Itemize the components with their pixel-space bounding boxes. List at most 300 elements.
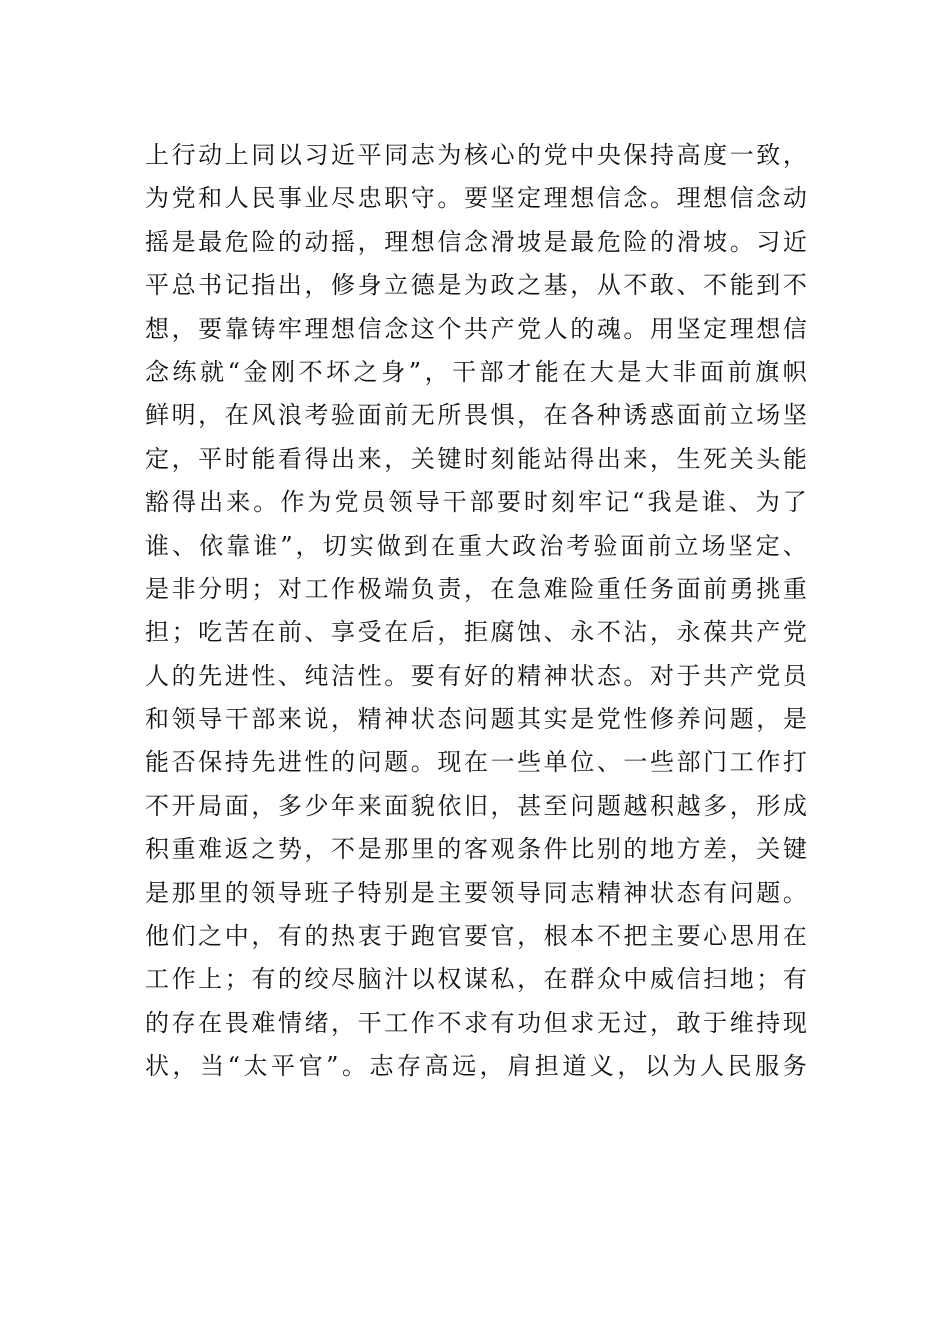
glyph: 务 <box>649 574 674 603</box>
glyph: 坚 <box>728 531 753 560</box>
glyph: 。 <box>623 661 648 690</box>
glyph: 理 <box>384 227 409 256</box>
glyph: 差 <box>703 835 728 864</box>
text-line <box>145 134 807 177</box>
glyph: ， <box>384 444 409 473</box>
glyph: 领 <box>251 878 276 907</box>
glyph: 是 <box>437 271 462 300</box>
glyph: 摇 <box>331 227 356 256</box>
glyph: 腐 <box>490 618 515 647</box>
glyph: 不 <box>145 791 169 820</box>
glyph: 极 <box>357 574 382 603</box>
glyph: 蚀 <box>517 618 542 647</box>
glyph: 题 <box>490 705 515 734</box>
glyph: 后 <box>410 618 435 647</box>
glyph: ， <box>570 271 595 300</box>
glyph: 政 <box>512 531 537 560</box>
glyph: 上 <box>198 965 223 994</box>
glyph: 书 <box>198 271 223 300</box>
glyph: 关 <box>756 835 781 864</box>
glyph: 一 <box>623 748 648 777</box>
glyph: 坡 <box>517 227 542 256</box>
glyph: 观 <box>490 835 515 864</box>
glyph: 有 <box>437 661 462 690</box>
glyph: 官 <box>437 922 462 951</box>
glyph: 念 <box>463 227 488 256</box>
glyph: 谋 <box>463 965 488 994</box>
glyph: 想 <box>331 314 356 343</box>
glyph: 勇 <box>729 574 754 603</box>
glyph: 党 <box>334 488 359 517</box>
glyph: 得 <box>304 444 329 473</box>
glyph: 信 <box>596 184 621 213</box>
glyph: 态 <box>596 661 621 690</box>
glyph: 领 <box>490 878 515 907</box>
glyph: 定 <box>755 531 780 560</box>
glyph: 死 <box>703 444 728 473</box>
glyph: 铸 <box>251 314 276 343</box>
glyph: 键 <box>782 835 807 864</box>
glyph: 义 <box>589 1052 614 1081</box>
glyph: ； <box>171 618 196 647</box>
glyph: 权 <box>437 965 462 994</box>
glyph: 状 <box>145 1052 169 1081</box>
glyph: 滑 <box>676 227 701 256</box>
glyph: 的 <box>490 661 515 690</box>
glyph: 信 <box>782 314 807 343</box>
glyph: 是 <box>145 574 169 603</box>
glyph: 面 <box>357 401 382 430</box>
glyph: 对 <box>277 574 302 603</box>
glyph: ” <box>408 357 422 386</box>
glyph: 明 <box>171 401 196 430</box>
glyph: 维 <box>729 1008 754 1037</box>
glyph: ， <box>517 965 542 994</box>
glyph: ， <box>304 271 329 300</box>
glyph: 能 <box>251 444 276 473</box>
text-line <box>145 264 807 307</box>
glyph: 要 <box>496 488 521 517</box>
glyph: “ <box>632 488 645 517</box>
glyph: 远 <box>452 1052 477 1081</box>
text-line <box>145 958 807 1001</box>
glyph: 中 <box>224 922 249 951</box>
glyph: 私 <box>490 965 515 994</box>
glyph: 部 <box>469 488 494 517</box>
glyph: 持 <box>224 748 249 777</box>
glyph: 有 <box>490 1008 515 1037</box>
glyph: 坏 <box>326 357 351 386</box>
glyph: 党 <box>543 141 568 169</box>
glyph: 重 <box>458 531 483 560</box>
text-line <box>145 611 807 654</box>
glyph: 当 <box>200 1052 225 1081</box>
glyph: 肩 <box>507 1052 532 1081</box>
glyph: 务 <box>782 1052 807 1081</box>
glyph: 民 <box>251 184 276 213</box>
glyph: 核 <box>463 141 488 169</box>
glyph: 绪 <box>304 1008 329 1037</box>
glyph: 的 <box>517 141 542 169</box>
glyph: 央 <box>596 141 621 169</box>
glyph: ， <box>171 314 196 343</box>
glyph: 出 <box>596 444 621 473</box>
text-line <box>145 525 807 568</box>
glyph: 面 <box>676 401 701 430</box>
glyph: 来 <box>226 488 251 517</box>
glyph: 受 <box>357 618 382 647</box>
glyph: 、 <box>782 531 807 560</box>
glyph: 。 <box>384 661 409 690</box>
glyph: 立 <box>384 271 409 300</box>
glyph: 先 <box>251 748 276 777</box>
glyph: 出 <box>277 271 302 300</box>
glyph: 做 <box>376 531 401 560</box>
glyph: 在 <box>562 357 587 386</box>
glyph: 热 <box>331 922 356 951</box>
glyph: 进 <box>277 748 302 777</box>
glyph: 件 <box>543 835 568 864</box>
glyph: 养 <box>676 705 701 734</box>
glyph: 开 <box>171 791 196 820</box>
glyph: 一 <box>490 748 515 777</box>
glyph: 些 <box>517 748 542 777</box>
glyph: 键 <box>437 444 462 473</box>
glyph: 出 <box>331 444 356 473</box>
glyph: 刻 <box>490 444 515 473</box>
glyph: ， <box>729 835 754 864</box>
glyph: 身 <box>381 357 406 386</box>
glyph: 考 <box>566 531 591 560</box>
glyph: 题 <box>384 748 409 777</box>
glyph: 状 <box>570 661 595 690</box>
glyph: 共 <box>729 618 754 647</box>
glyph: 态 <box>676 878 701 907</box>
glyph: ， <box>171 444 196 473</box>
glyph: 面 <box>620 531 645 560</box>
glyph: 不 <box>437 1008 462 1037</box>
glyph: 、 <box>596 748 621 777</box>
glyph: 的 <box>437 835 462 864</box>
glyph: 威 <box>649 965 674 994</box>
glyph: 关 <box>729 444 754 473</box>
glyph: 领 <box>171 705 196 734</box>
glyph: 高 <box>424 1052 449 1081</box>
glyph: ， <box>198 401 223 430</box>
glyph: 高 <box>676 141 701 169</box>
glyph: ， <box>729 791 754 820</box>
glyph: 本 <box>570 922 595 951</box>
glyph: 班 <box>304 878 329 907</box>
glyph: 非 <box>171 574 196 603</box>
glyph: 在 <box>198 1008 223 1037</box>
glyph: 是 <box>617 357 642 386</box>
glyph: 保 <box>198 748 223 777</box>
glyph: 以 <box>410 965 435 994</box>
glyph: 用 <box>756 922 781 951</box>
glyph: ， <box>649 618 674 647</box>
glyph: 问 <box>570 791 595 820</box>
glyph: 生 <box>676 444 701 473</box>
glyph: 的 <box>171 661 196 690</box>
glyph: 对 <box>649 661 674 690</box>
glyph: 时 <box>224 444 249 473</box>
glyph: ， <box>251 791 276 820</box>
body-paragraph <box>145 134 807 1089</box>
glyph: 民 <box>727 1052 752 1081</box>
text-line <box>145 221 807 264</box>
glyph: 里 <box>410 835 435 864</box>
glyph: 性 <box>304 748 329 777</box>
text-line <box>145 481 807 524</box>
glyph: 前 <box>647 531 672 560</box>
glyph: 人 <box>543 314 568 343</box>
glyph: 是 <box>171 227 196 256</box>
glyph: 在 <box>543 965 568 994</box>
glyph: ， <box>295 531 320 560</box>
glyph: 度 <box>703 141 728 169</box>
glyph: 出 <box>199 488 224 517</box>
glyph: 来 <box>623 444 648 473</box>
glyph: 返 <box>224 835 249 864</box>
glyph: 有 <box>703 878 728 907</box>
glyph: 面 <box>700 357 725 386</box>
glyph: 牢 <box>277 314 302 343</box>
glyph: 地 <box>729 965 754 994</box>
glyph: 念 <box>756 184 781 213</box>
glyph: 主 <box>649 922 674 951</box>
glyph: 坚 <box>676 314 701 343</box>
glyph: 无 <box>410 401 435 430</box>
glyph: 党 <box>596 705 621 734</box>
glyph: 多 <box>703 791 728 820</box>
glyph: 念 <box>145 357 169 386</box>
glyph: 前 <box>703 574 728 603</box>
glyph: 否 <box>171 748 196 777</box>
glyph: 习 <box>304 141 329 169</box>
glyph: 。 <box>253 488 278 517</box>
glyph: 。 <box>623 314 648 343</box>
glyph: 担 <box>534 1052 559 1081</box>
glyph: 险 <box>623 227 648 256</box>
glyph: 那 <box>384 835 409 864</box>
glyph: 精 <box>517 661 542 690</box>
glyph: 立 <box>674 531 699 560</box>
glyph: 吃 <box>198 618 223 647</box>
glyph: 官 <box>490 922 515 951</box>
glyph: 念 <box>623 184 648 213</box>
glyph: 想 <box>703 184 728 213</box>
glyph: 难 <box>543 574 568 603</box>
glyph: 来 <box>357 791 382 820</box>
glyph: 要 <box>463 878 488 907</box>
glyph: 。 <box>729 227 754 256</box>
glyph: 身 <box>357 271 382 300</box>
glyph: 导 <box>517 878 542 907</box>
glyph: 得 <box>570 444 595 473</box>
glyph: 到 <box>756 271 781 300</box>
glyph: 不 <box>596 618 621 647</box>
glyph: 心 <box>490 141 515 169</box>
text-line <box>145 1002 807 1045</box>
glyph: 是 <box>782 705 807 734</box>
glyph: 时 <box>463 444 488 473</box>
glyph: 问 <box>703 705 728 734</box>
glyph: 少 <box>304 791 329 820</box>
glyph: 问 <box>729 878 754 907</box>
glyph: 念 <box>384 314 409 343</box>
glyph: 重 <box>782 574 807 603</box>
glyph: 分 <box>198 574 223 603</box>
glyph: 想 <box>410 227 435 256</box>
glyph: 甚 <box>517 791 542 820</box>
glyph: 面 <box>384 791 409 820</box>
glyph: 前 <box>277 618 302 647</box>
glyph: 干 <box>357 1008 382 1037</box>
glyph: 是 <box>543 227 568 256</box>
glyph: 持 <box>649 141 674 169</box>
glyph: ， <box>617 1052 642 1081</box>
glyph: 危 <box>596 227 621 256</box>
text-line <box>145 308 807 351</box>
glyph: 平 <box>145 271 169 300</box>
glyph: 党 <box>517 314 542 343</box>
glyph: 特 <box>357 878 382 907</box>
glyph: 坚 <box>490 184 515 213</box>
glyph: 至 <box>543 791 568 820</box>
glyph: 理 <box>543 184 568 213</box>
glyph: 惑 <box>649 401 674 430</box>
glyph: 最 <box>570 227 595 256</box>
glyph: 在 <box>224 401 249 430</box>
glyph: 责 <box>437 574 462 603</box>
glyph: 尽 <box>331 184 356 213</box>
glyph: 工 <box>145 965 169 994</box>
glyph: 基 <box>543 271 568 300</box>
text-line <box>145 394 807 437</box>
glyph: ， <box>490 791 515 820</box>
glyph: 积 <box>145 835 169 864</box>
glyph: 先 <box>198 661 223 690</box>
glyph: 葆 <box>703 618 728 647</box>
glyph: 实 <box>543 705 568 734</box>
glyph: 导 <box>415 488 440 517</box>
glyph: 、 <box>172 531 197 560</box>
glyph: 为 <box>437 141 462 169</box>
glyph: 关 <box>410 444 435 473</box>
glyph: 求 <box>463 1008 488 1037</box>
glyph: 修 <box>649 705 674 734</box>
glyph: 信 <box>676 965 701 994</box>
glyph: 致 <box>756 141 781 169</box>
glyph: 条 <box>517 835 542 864</box>
glyph: ， <box>782 141 807 169</box>
glyph: 部 <box>676 748 701 777</box>
glyph: 的 <box>277 965 302 994</box>
glyph: 事 <box>277 184 302 213</box>
glyph: 验 <box>331 401 356 430</box>
glyph: 为 <box>145 184 169 213</box>
glyph: 谁 <box>701 488 726 517</box>
glyph: 动 <box>198 141 223 169</box>
glyph: 德 <box>410 271 435 300</box>
glyph: 成 <box>782 791 807 820</box>
glyph: 定 <box>517 184 542 213</box>
glyph: 不 <box>298 357 323 386</box>
glyph: 之 <box>353 357 378 386</box>
glyph: 越 <box>676 791 701 820</box>
glyph: 门 <box>703 748 728 777</box>
glyph: 位 <box>570 748 595 777</box>
text-line <box>145 438 807 481</box>
glyph: 场 <box>756 401 781 430</box>
glyph: 志 <box>369 1052 394 1081</box>
glyph: 面 <box>224 791 249 820</box>
glyph: 定 <box>145 444 169 473</box>
glyph: 用 <box>649 314 674 343</box>
glyph: 是 <box>357 835 382 864</box>
glyph: 能 <box>782 444 807 473</box>
glyph: 负 <box>410 574 435 603</box>
glyph: 来 <box>277 705 302 734</box>
glyph: 现 <box>782 1008 807 1037</box>
glyph: 豁 <box>145 488 169 517</box>
glyph: 享 <box>331 618 356 647</box>
glyph: 为 <box>307 488 332 517</box>
glyph: 地 <box>649 835 674 864</box>
glyph: 难 <box>251 1008 276 1037</box>
glyph: 产 <box>729 661 754 690</box>
glyph: 前 <box>703 401 728 430</box>
glyph: 态 <box>437 705 462 734</box>
glyph: 不 <box>703 271 728 300</box>
glyph: 题 <box>729 705 754 734</box>
glyph: 中 <box>570 141 595 169</box>
glyph: 、 <box>277 661 302 690</box>
glyph: 精 <box>596 878 621 907</box>
glyph: 、 <box>676 271 701 300</box>
glyph: 依 <box>437 791 462 820</box>
glyph: 有 <box>277 922 302 951</box>
glyph: 进 <box>224 661 249 690</box>
glyph: 洁 <box>331 661 356 690</box>
glyph: 风 <box>251 401 276 430</box>
glyph: 信 <box>357 314 382 343</box>
glyph: 别 <box>384 878 409 907</box>
glyph: 能 <box>145 748 169 777</box>
glyph: 问 <box>463 705 488 734</box>
glyph: ， <box>172 1052 197 1081</box>
glyph: 同 <box>384 141 409 169</box>
glyph: 神 <box>543 661 568 690</box>
glyph: 方 <box>676 835 701 864</box>
glyph: 把 <box>623 922 648 951</box>
glyph: 谁 <box>145 531 169 560</box>
glyph: 服 <box>755 1052 780 1081</box>
glyph: 的 <box>224 878 249 907</box>
glyph: 以 <box>644 1052 669 1081</box>
glyph: 不 <box>331 835 356 864</box>
glyph: 性 <box>251 661 276 690</box>
glyph: 于 <box>703 1008 728 1037</box>
glyph: 志 <box>410 141 435 169</box>
glyph: 党 <box>756 661 781 690</box>
glyph: 作 <box>280 488 305 517</box>
text-line <box>145 655 807 698</box>
glyph: 治 <box>539 531 564 560</box>
glyph: 才 <box>507 357 532 386</box>
glyph: 这 <box>410 314 435 343</box>
